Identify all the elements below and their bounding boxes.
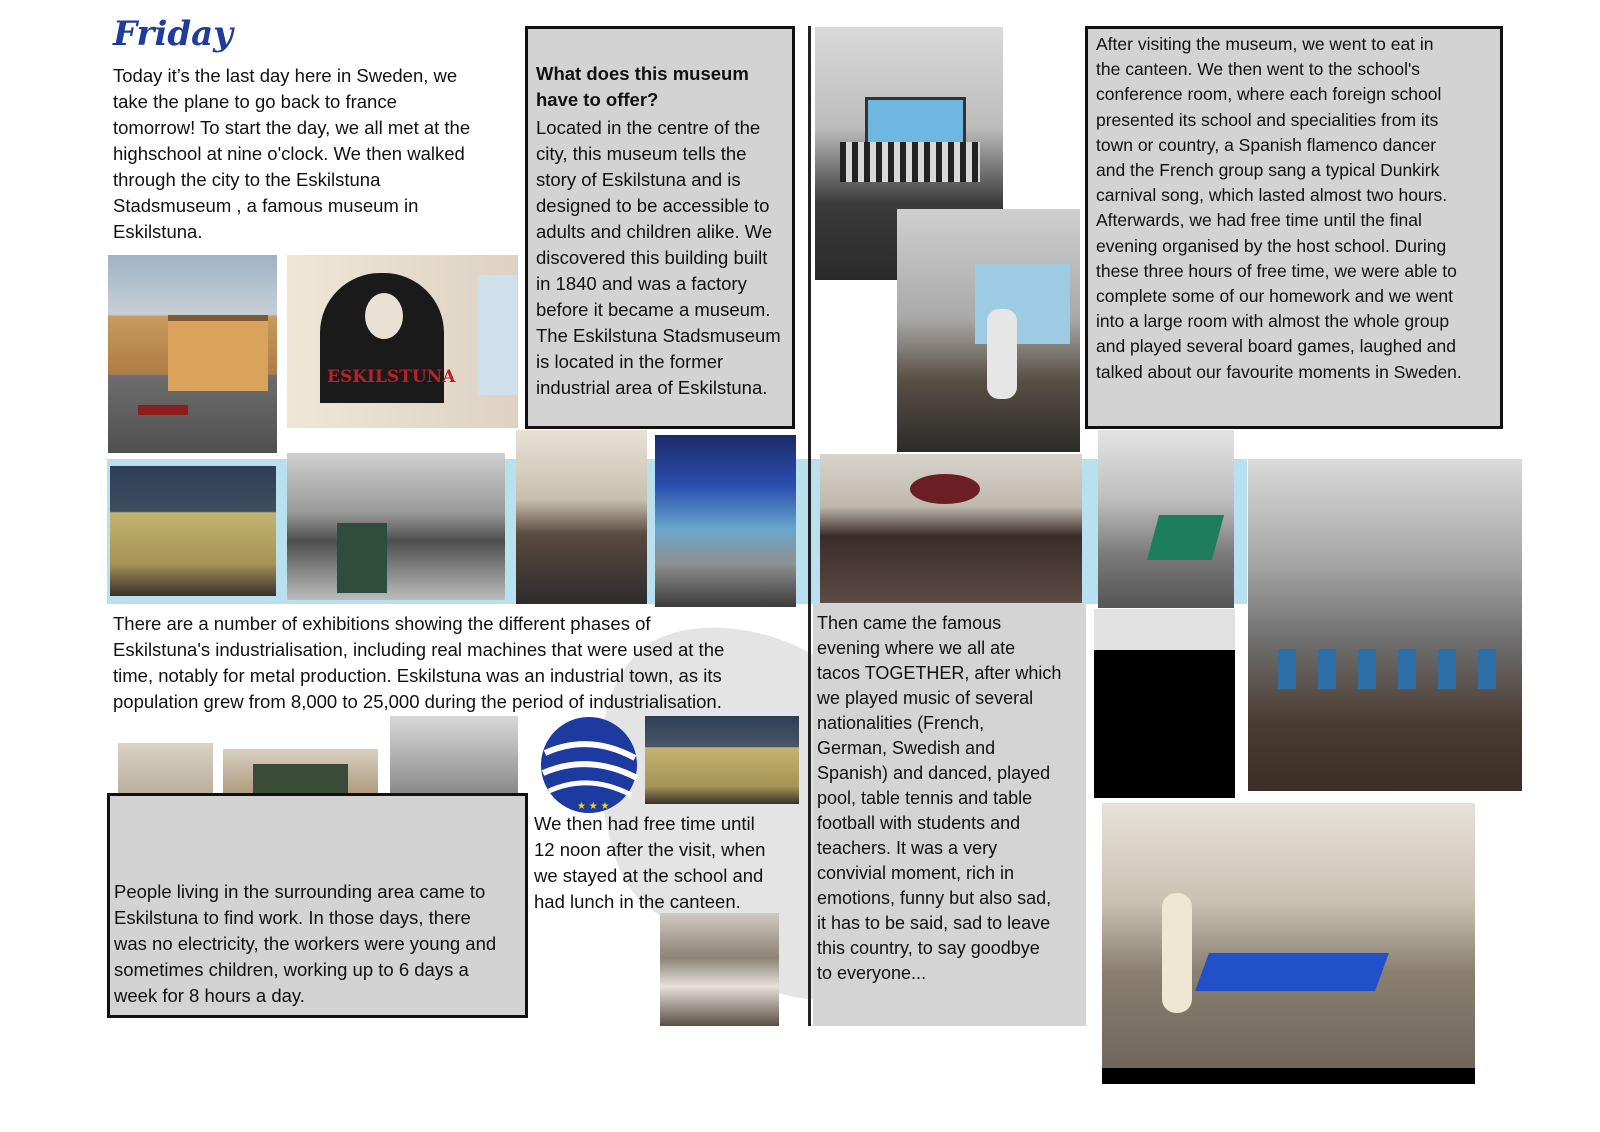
photo-pool-table-room xyxy=(1098,430,1234,608)
museum-info-heading: What does this museum have to offer? xyxy=(536,63,749,110)
afternoon-text-box xyxy=(1085,26,1503,429)
museum-info-box xyxy=(525,26,795,429)
afternoon-paragraph: After visiting the museum, we went to eat in the canteen. We then went to the school's conference room, where each foreign school presented its school and specialities from its town or country, a Spanish flamenco dancer and the French group sang a typical Dunkirk carnival song, which lasted almost two hours. Afterwards, we had free time until the final evening organised by the host school. During these three hours of free time, we were able to complete some of our homework and we went into a large room with almost the whole group and played several board games, laughed and talked about our favourite moments in Sweden. xyxy=(1096,34,1462,382)
photo-city-model xyxy=(110,466,276,596)
photo-school-courtyard xyxy=(108,255,277,453)
photo-museum-entrance-sign xyxy=(287,255,518,428)
page-title: Friday xyxy=(113,14,233,54)
photo-museum-machines xyxy=(287,453,505,600)
exhibitions-paragraph: There are a number of exhibitions showing the different phases of Eskilstuna's industrialisation, including real machines that were used at the time, notably for metal production. Eskilstuna was an industrial town, as its population grew from 8,000 to 25,000 during the period of industrialisation. xyxy=(113,613,725,712)
photo-conference-dancer xyxy=(897,209,1080,452)
black-filler-block xyxy=(1094,650,1235,798)
photo-group-evening xyxy=(820,454,1082,603)
museum-sign-text: ESKILSTUNA xyxy=(327,367,456,387)
museum-info-body: Located in the centre of the city, this museum tells the story of Eskilstuna and is designed to be accessible to adults and children alike. We discovered this building built in 1840 and was a factory before it became a museum. The Eskilstuna Stadsmuseum is located in the former industrial area of Eskilstuna. xyxy=(536,117,781,398)
photo-table-tennis xyxy=(1102,803,1475,1084)
lunch-paragraph: We then had free time until 12 noon after the visit, when we stayed at the school and had lunch in the canteen. xyxy=(534,813,766,912)
photo-museum-visitors xyxy=(516,430,647,604)
photo-museum-blue-room xyxy=(655,435,796,607)
intro-paragraph: Today it’s the last day here in Sweden, we take the plane to go back to france tomorrow! To start the day, we all met at the highschool at nine o'clock. We then walked through the city to the Eskilstuna Stadsmuseum , a famous museum in Eskilstuna. xyxy=(113,65,471,242)
evening-paragraph: Then came the famous evening where we all ate tacos TOGETHER, after which we played music of several nationalities (French, German, Swedish and Spanish) and danced, played pool, table tennis and table football with students and teachers. It was a very convivial moment, rich in emotions, funny but also sad, it has to be said, sad to leave this country, to say goodbye to everyone... xyxy=(817,613,1062,983)
photo-city-model-2 xyxy=(645,716,799,804)
column-divider-left xyxy=(808,26,811,1026)
eu-globe-logo xyxy=(537,713,643,817)
photo-large-hall xyxy=(1248,459,1522,791)
workers-text-box xyxy=(107,793,528,1018)
svg-text:★ ★ ★: ★ ★ ★ xyxy=(577,801,610,812)
grey-filler-panel xyxy=(1094,609,1235,650)
photo-canteen-lunch xyxy=(660,913,779,1026)
workers-paragraph: People living in the surrounding area came to Eskilstuna to find work. In those days, there was no electricity, the workers were young and sometimes children, working up to 6 days a week for 8 hours a day. xyxy=(114,881,497,1006)
